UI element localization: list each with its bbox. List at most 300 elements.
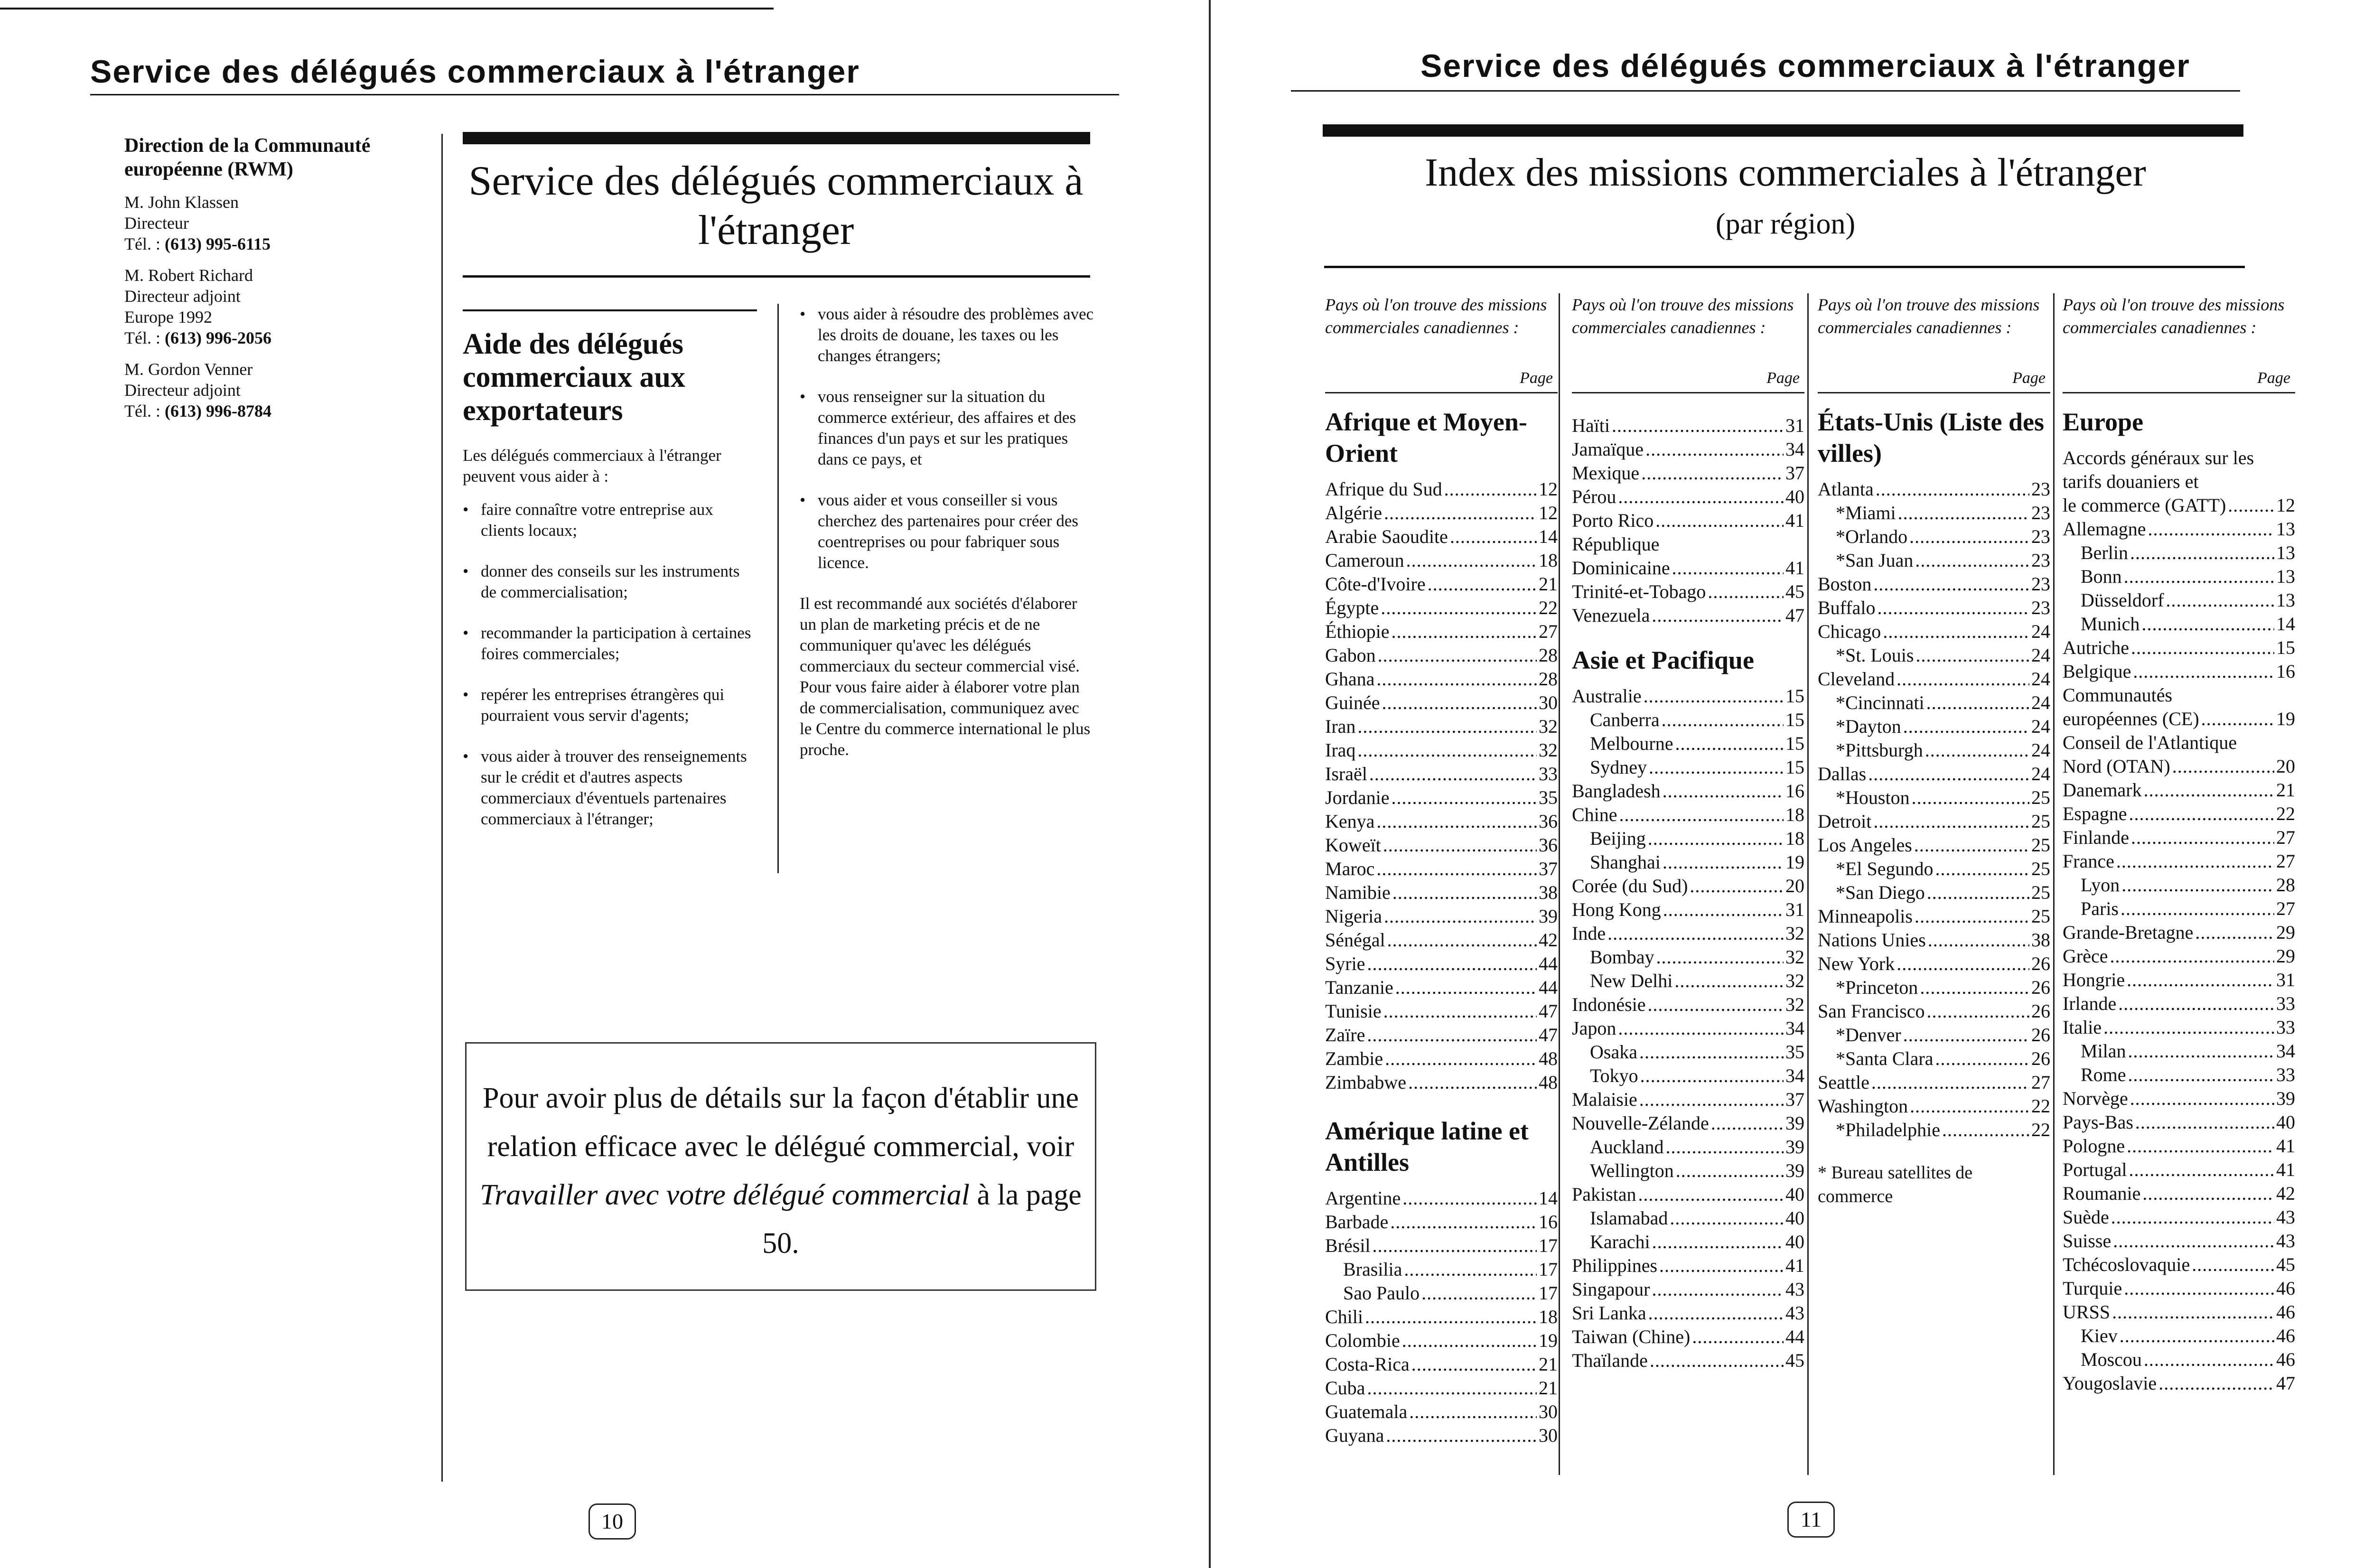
entry-name: Buffalo bbox=[1818, 597, 1876, 618]
index-entry bbox=[1572, 945, 1804, 969]
index-entry bbox=[1818, 738, 2050, 762]
entry-page: 25 bbox=[2031, 882, 2050, 903]
entry-page: 47 bbox=[1539, 1024, 1558, 1045]
dot-leader bbox=[1387, 928, 1537, 952]
list-item: • vous aider à résoudre des problèmes avec les droits de douane, les taxes ou les changes étrangers; bbox=[800, 304, 1094, 366]
dot-leader bbox=[1612, 414, 1784, 438]
recommendation-text: Il est recommandé aux sociétés d'élaborer un plan de marketing précis et de ne communiquer qu'avec les délégués commerciaux du secteur commercial visé. Pour vous faire aider à élaborer votre plan de commercialisation, communiquez avec le Centre du commerce international le plus proche. bbox=[800, 594, 1091, 759]
index-entry bbox=[2063, 921, 2295, 944]
entry-name: Kiev bbox=[2081, 1325, 2118, 1346]
dot-leader bbox=[2116, 849, 2274, 873]
index-entry bbox=[1325, 1281, 1558, 1305]
index-entry bbox=[1325, 857, 1558, 881]
entry-page: 46 bbox=[2276, 1301, 2295, 1323]
entry-name: Communautés bbox=[2063, 684, 2173, 706]
dot-leader bbox=[1444, 477, 1537, 501]
page-number: 10 bbox=[589, 1503, 636, 1540]
entry-page: 22 bbox=[2031, 1119, 2050, 1140]
entry-name: Tchécoslovaquie bbox=[2063, 1254, 2190, 1275]
dot-leader bbox=[2166, 588, 2274, 612]
entry-name: Bonn bbox=[2081, 566, 2122, 587]
entry-page: 23 bbox=[2031, 550, 2050, 571]
dot-leader bbox=[1376, 857, 1537, 881]
entry-page: 22 bbox=[1539, 597, 1558, 618]
entry-page: 28 bbox=[1539, 668, 1558, 690]
index-entry bbox=[1572, 485, 1804, 509]
entry-page: 30 bbox=[1539, 692, 1558, 713]
entry-name: *Miami bbox=[1836, 502, 1896, 523]
index-entry bbox=[2063, 992, 2295, 1016]
direction-title: Direction de la Communauté européenne (RWM) bbox=[124, 135, 371, 180]
index-entry bbox=[2063, 1063, 2295, 1087]
entry-name: Bombay bbox=[1590, 946, 1654, 968]
entry-page: 40 bbox=[2276, 1111, 2295, 1133]
index-entry bbox=[2063, 446, 2295, 494]
dot-leader bbox=[1652, 1230, 1784, 1254]
entry-page: 27 bbox=[2276, 850, 2295, 872]
entry-name: Nouvelle-Zélande bbox=[1572, 1112, 1709, 1134]
entry-page: 40 bbox=[1785, 486, 1804, 507]
index-entry bbox=[1325, 905, 1558, 928]
index-entry bbox=[2063, 802, 2295, 826]
entry-page: 24 bbox=[2031, 621, 2050, 642]
entry-name: Argentine bbox=[1325, 1187, 1401, 1209]
dot-leader bbox=[2195, 921, 2274, 944]
entry-name: Melbourne bbox=[1590, 733, 1673, 754]
entry-page: 26 bbox=[2031, 1000, 2050, 1022]
dot-leader bbox=[1903, 1023, 2029, 1047]
index-entry bbox=[1818, 1118, 2050, 1142]
index-entry bbox=[1572, 438, 1804, 461]
index-entry bbox=[1572, 969, 1804, 993]
dot-leader bbox=[1357, 715, 1537, 738]
dot-leader bbox=[1649, 756, 1784, 779]
dot-leader bbox=[1928, 928, 2029, 952]
entry-page: 14 bbox=[1539, 526, 1558, 547]
entry-page: 14 bbox=[2276, 613, 2295, 635]
entry-page: 46 bbox=[2276, 1349, 2295, 1370]
entry-name: Brasilia bbox=[1343, 1259, 1402, 1280]
entry-name: *Philadelphie bbox=[1836, 1119, 1940, 1140]
dot-leader bbox=[1645, 438, 1784, 461]
index-entry bbox=[1325, 928, 1558, 952]
dot-leader bbox=[1639, 1088, 1784, 1111]
dot-leader bbox=[2131, 636, 2274, 660]
entry-name: Égypte bbox=[1325, 597, 1379, 618]
page-label: Page bbox=[2012, 369, 2046, 387]
index-entry bbox=[2063, 944, 2295, 968]
title-bar bbox=[463, 132, 1090, 144]
dot-leader bbox=[1915, 644, 2029, 667]
entry-name: *San Diego bbox=[1836, 882, 1925, 903]
entry-page: 45 bbox=[2276, 1254, 2295, 1275]
entry-page: 43 bbox=[1785, 1302, 1804, 1324]
dot-leader bbox=[1648, 827, 1784, 850]
entry-list bbox=[1818, 477, 2050, 1142]
column-divider bbox=[441, 134, 443, 1482]
entry-name: Afrique du Sud bbox=[1325, 478, 1442, 500]
entry-name: Conseil de l'Atlantique bbox=[2063, 732, 2237, 753]
entry-page: 27 bbox=[2031, 1072, 2050, 1093]
entry-name: Suisse bbox=[2063, 1230, 2111, 1251]
entry-page: 33 bbox=[2276, 1017, 2295, 1038]
list-item: • faire connaître votre entreprise aux clients locaux; bbox=[463, 499, 757, 541]
entry-page: 41 bbox=[2276, 1135, 2295, 1157]
entry-name: Islamabad bbox=[1590, 1207, 1668, 1229]
entry-name: Porto Rico bbox=[1572, 510, 1654, 531]
index-entry bbox=[1818, 644, 2050, 667]
index-entry bbox=[1818, 881, 2050, 905]
entry-page: 24 bbox=[2031, 692, 2050, 713]
contact bbox=[124, 192, 428, 254]
entry-name: République bbox=[1572, 533, 1660, 555]
dot-leader bbox=[1618, 1017, 1784, 1040]
index-entry bbox=[2063, 517, 2295, 541]
entry-page: 32 bbox=[1785, 970, 1804, 991]
entry-page: 41 bbox=[1785, 1255, 1804, 1276]
entry-page: 24 bbox=[2031, 763, 2050, 784]
dot-leader bbox=[1607, 922, 1784, 945]
entry-page: 16 bbox=[2276, 661, 2295, 682]
entry-name: Seattle bbox=[1818, 1072, 1869, 1093]
entry-page: 35 bbox=[1785, 1041, 1804, 1063]
index-entry bbox=[1818, 477, 2050, 501]
dot-leader bbox=[1381, 596, 1537, 620]
index-entry bbox=[1572, 1183, 1804, 1206]
entry-page: 39 bbox=[1785, 1136, 1804, 1157]
entry-page: 29 bbox=[2276, 922, 2295, 943]
dot-leader bbox=[1382, 691, 1537, 715]
region-title: Asie et Pacifique bbox=[1572, 646, 1754, 674]
entry-page: 12 bbox=[1539, 478, 1558, 500]
entry-name: Japon bbox=[1572, 1017, 1616, 1039]
entry-name: Beijing bbox=[1590, 828, 1646, 849]
entry-name: Pérou bbox=[1572, 486, 1616, 507]
dot-leader bbox=[2201, 707, 2274, 731]
dot-leader bbox=[1383, 999, 1537, 1023]
dot-leader bbox=[1935, 857, 2029, 881]
index-entry bbox=[1325, 1071, 1558, 1094]
index-entry bbox=[2063, 565, 2295, 588]
dot-leader bbox=[1376, 667, 1537, 691]
entry-name: Guinée bbox=[1325, 692, 1380, 713]
entry-name: Italie bbox=[2063, 1017, 2102, 1038]
entry-name: Singapour bbox=[1572, 1279, 1650, 1300]
dot-leader bbox=[2142, 1182, 2274, 1205]
entry-page: 32 bbox=[1539, 716, 1558, 737]
index-entry bbox=[1572, 604, 1804, 627]
entry-name: Roumanie bbox=[2063, 1183, 2141, 1204]
entry-page: 18 bbox=[1785, 828, 1804, 849]
index-entry bbox=[1572, 1325, 1804, 1349]
entry-name: Yougoslavie bbox=[2063, 1372, 2157, 1394]
column-divider bbox=[1807, 293, 1809, 1475]
index-entry bbox=[1325, 549, 1558, 572]
dot-leader bbox=[1927, 881, 2029, 905]
entry-name: Wellington bbox=[1590, 1160, 1674, 1181]
index-subtitle: (par région) bbox=[1715, 208, 1856, 240]
index-entry bbox=[2063, 1182, 2295, 1205]
entry-name: Chili bbox=[1325, 1306, 1364, 1327]
index-entry bbox=[1325, 1047, 1558, 1071]
dot-leader bbox=[2141, 612, 2274, 636]
dot-leader bbox=[1670, 1206, 1784, 1230]
entry-page: 42 bbox=[2276, 1183, 2295, 1204]
entry-name: Los Angeles bbox=[1818, 834, 1912, 856]
dot-leader bbox=[1648, 993, 1784, 1017]
entry-name: Suède bbox=[2063, 1206, 2109, 1228]
index-entry bbox=[1818, 833, 2050, 857]
index-entry bbox=[2063, 1134, 2295, 1158]
index-entry bbox=[2063, 1372, 2295, 1395]
list-item: • vous renseigner sur la situation du commerce extérieur, des affaires et des finances d'un pays et sur les pratiques dans ce pays, et bbox=[800, 386, 1094, 470]
entry-name: Nigeria bbox=[1325, 905, 1382, 927]
entry-page: 20 bbox=[1785, 875, 1804, 896]
dot-leader bbox=[2148, 517, 2275, 541]
dot-leader bbox=[1406, 549, 1537, 572]
entry-name: *Denver bbox=[1836, 1024, 1901, 1045]
index-entry bbox=[1818, 976, 2050, 999]
contact-block bbox=[124, 134, 428, 432]
entry-name: Tanzanie bbox=[1325, 977, 1393, 998]
entry-name: Lyon bbox=[2081, 874, 2120, 896]
index-entry bbox=[1572, 827, 1804, 850]
list-item: • repérer les entreprises étrangères qui pourraient vous servir d'agents; bbox=[463, 684, 757, 726]
dot-leader bbox=[2103, 1016, 2274, 1039]
dot-leader bbox=[1883, 620, 2029, 644]
entry-page: 45 bbox=[1785, 581, 1804, 602]
entry-name: Nord (OTAN) bbox=[2063, 756, 2170, 777]
dot-leader bbox=[1915, 549, 2029, 572]
entry-name: Hong Kong bbox=[1572, 899, 1661, 920]
dot-leader bbox=[1672, 556, 1784, 580]
entry-page: 19 bbox=[1785, 851, 1804, 873]
dot-leader bbox=[1877, 596, 2029, 620]
index-entry bbox=[1572, 1040, 1804, 1064]
dot-leader bbox=[1450, 525, 1537, 549]
entry-page: 37 bbox=[1539, 858, 1558, 879]
dot-leader bbox=[2192, 1253, 2274, 1277]
index-entry bbox=[1325, 999, 1558, 1023]
index-entry bbox=[1325, 525, 1558, 549]
entry-name: Cleveland bbox=[1818, 668, 1895, 690]
page-number: 11 bbox=[1787, 1502, 1835, 1538]
region-title: Europe bbox=[2063, 408, 2144, 436]
index-column-1 bbox=[1325, 293, 1558, 1447]
entry-page: 24 bbox=[2031, 739, 2050, 761]
entry-name: Costa-Rica bbox=[1325, 1353, 1410, 1375]
dot-leader bbox=[1662, 708, 1784, 732]
dot-leader bbox=[2144, 778, 2274, 802]
dot-leader bbox=[1903, 715, 2029, 738]
region-title: Amérique latine et Antilles bbox=[1325, 1117, 1529, 1176]
entry-name: Cameroun bbox=[1325, 550, 1404, 571]
index-entry bbox=[1818, 501, 2050, 525]
entry-page: 48 bbox=[1539, 1072, 1558, 1093]
index-entry bbox=[2063, 494, 2295, 517]
index-entry bbox=[2063, 1253, 2295, 1277]
index-entry bbox=[1818, 1047, 2050, 1071]
index-entry bbox=[1325, 1210, 1558, 1234]
dot-leader bbox=[2121, 897, 2274, 921]
dot-leader bbox=[1384, 501, 1537, 525]
index-entry bbox=[2063, 588, 2295, 612]
index-entry bbox=[1572, 461, 1804, 485]
dot-leader bbox=[2133, 660, 2274, 683]
entry-page: 40 bbox=[1785, 1231, 1804, 1252]
index-entry bbox=[1325, 881, 1558, 905]
index-entry bbox=[1572, 850, 1804, 874]
entry-name: Hongrie bbox=[2063, 969, 2125, 990]
column-header: Pays où l'on trouve des missions commerciales canadiennes : Page bbox=[1818, 293, 2050, 393]
entry-name: Indonésie bbox=[1572, 994, 1646, 1015]
entry-page: 34 bbox=[1785, 1017, 1804, 1039]
entry-page: 25 bbox=[2031, 858, 2050, 879]
dot-leader bbox=[2158, 1372, 2274, 1395]
index-entry bbox=[1572, 1301, 1804, 1325]
contact-tel: Tél. : (613) 996-8784 bbox=[124, 401, 271, 420]
head-rule bbox=[1291, 90, 2240, 92]
entry-page: 18 bbox=[1539, 550, 1558, 571]
index-entry bbox=[1818, 691, 2050, 715]
entry-page: 17 bbox=[1539, 1282, 1558, 1304]
index-entry bbox=[1572, 779, 1804, 803]
entry-name: Sao Paulo bbox=[1343, 1282, 1420, 1304]
entry-page: 15 bbox=[1785, 709, 1804, 730]
entry-name: Norvège bbox=[2063, 1088, 2128, 1109]
entry-page: 33 bbox=[1539, 763, 1558, 784]
entry-page: 23 bbox=[2031, 597, 2050, 618]
dot-leader bbox=[2127, 968, 2274, 992]
dot-leader bbox=[2118, 992, 2274, 1016]
entry-page: 24 bbox=[2031, 668, 2050, 690]
index-entry bbox=[1325, 1258, 1558, 1281]
index-entry bbox=[1325, 833, 1558, 857]
index-entry bbox=[1325, 644, 1558, 667]
index-entry bbox=[1572, 874, 1804, 898]
entry-name: Haïti bbox=[1572, 415, 1610, 436]
entry-page: 16 bbox=[1539, 1211, 1558, 1232]
entry-page: 41 bbox=[1785, 510, 1804, 531]
index-entry bbox=[2063, 660, 2295, 683]
entry-page: 25 bbox=[2031, 811, 2050, 832]
dot-leader bbox=[2113, 1229, 2274, 1253]
entry-page: 33 bbox=[2276, 993, 2295, 1014]
index-entry bbox=[1818, 525, 2050, 549]
index-entry bbox=[1572, 556, 1804, 580]
region-title: Afrique et Moyen-Orient bbox=[1325, 408, 1527, 467]
index-entry bbox=[1325, 1329, 1558, 1353]
entry-page: 19 bbox=[1539, 1330, 1558, 1351]
entry-name: *Houston bbox=[1836, 787, 1910, 808]
bullet-list bbox=[463, 499, 757, 830]
contact bbox=[124, 265, 428, 348]
dot-leader bbox=[1909, 525, 2029, 549]
dot-leader bbox=[1409, 1400, 1537, 1424]
index-entry bbox=[1572, 1088, 1804, 1111]
entry-list bbox=[2063, 446, 2295, 1395]
entry-page: 42 bbox=[1539, 929, 1558, 951]
dot-leader bbox=[2124, 565, 2274, 588]
index-entry bbox=[1325, 786, 1558, 810]
entry-name: Accords généraux sur les tarifs douaniers et bbox=[2063, 447, 2254, 492]
contact-tel: Tél. : (613) 996-2056 bbox=[124, 328, 271, 347]
dot-leader bbox=[1711, 1111, 1784, 1135]
dot-leader bbox=[1618, 485, 1784, 509]
intro-text: Les délégués commerciaux à l'étranger peuvent vous aider à : bbox=[463, 446, 721, 485]
page-label: Page bbox=[2257, 369, 2290, 387]
entry-page: 20 bbox=[2276, 756, 2295, 777]
dot-leader bbox=[1663, 898, 1784, 922]
index-entry bbox=[2063, 1039, 2295, 1063]
index-entry bbox=[2063, 1016, 2295, 1039]
column-divider bbox=[2053, 293, 2055, 1475]
entry-page: 32 bbox=[1785, 994, 1804, 1015]
dot-leader bbox=[1666, 1135, 1784, 1159]
entry-page: 25 bbox=[2031, 905, 2050, 927]
index-entry bbox=[1572, 1017, 1804, 1040]
running-head: Service des délégués commerciaux à l'étranger bbox=[1420, 48, 2190, 84]
entry-page: 46 bbox=[2276, 1278, 2295, 1299]
index-entry bbox=[1325, 1400, 1558, 1424]
entry-name: New York bbox=[1818, 953, 1895, 974]
entry-page: 25 bbox=[2031, 834, 2050, 856]
entry-page: 38 bbox=[1539, 882, 1558, 903]
dot-leader bbox=[1871, 1071, 2029, 1094]
index-entry bbox=[1325, 620, 1558, 644]
index-entry bbox=[1818, 596, 2050, 620]
dot-leader bbox=[1873, 572, 2029, 596]
dot-leader bbox=[1652, 1278, 1784, 1301]
entry-name: Namibie bbox=[1325, 882, 1391, 903]
entry-name: Sydney bbox=[1590, 756, 1647, 778]
entry-name: Corée (du Sud) bbox=[1572, 875, 1688, 896]
entry-page: 32 bbox=[1539, 739, 1558, 761]
index-entry bbox=[1572, 1349, 1804, 1372]
dot-leader bbox=[2135, 1111, 2274, 1134]
entry-name: Sri Lanka bbox=[1572, 1302, 1646, 1324]
index-entry bbox=[2063, 1158, 2295, 1182]
entry-page: 36 bbox=[1539, 834, 1558, 856]
dot-leader bbox=[1390, 1210, 1537, 1234]
entry-name: *Cincinnati bbox=[1836, 692, 1925, 713]
index-entry bbox=[1572, 1159, 1804, 1183]
head-rule bbox=[90, 94, 1119, 95]
list-item: • vous aider et vous conseiller si vous cherchez des partenaires pour créer des coentreprises ou pour fabriquer sous licence. bbox=[800, 490, 1094, 573]
entry-page: 27 bbox=[2276, 827, 2295, 848]
index-entry bbox=[1818, 999, 2050, 1023]
dot-leader bbox=[2128, 1063, 2274, 1087]
index-entry bbox=[1572, 1278, 1804, 1301]
entry-name: Zimbabwe bbox=[1325, 1072, 1407, 1093]
entry-page: 21 bbox=[2276, 779, 2295, 801]
entry-page: 46 bbox=[2276, 1325, 2295, 1346]
entry-page: 15 bbox=[2276, 637, 2295, 658]
dot-leader bbox=[1373, 1234, 1537, 1258]
entry-name: Côte-d'Ivoire bbox=[1325, 573, 1426, 595]
entry-name: Nations Unies bbox=[1818, 929, 1926, 951]
dot-leader bbox=[2129, 802, 2274, 826]
entry-page: 15 bbox=[1785, 733, 1804, 754]
index-entry bbox=[1572, 1230, 1804, 1254]
index-column-4 bbox=[2063, 293, 2295, 1395]
entry-page: 31 bbox=[1785, 899, 1804, 920]
index-entry bbox=[1325, 715, 1558, 738]
index-entry bbox=[1325, 738, 1558, 762]
dot-leader bbox=[2130, 541, 2274, 565]
dot-leader bbox=[1365, 1305, 1537, 1329]
dot-leader bbox=[1650, 1349, 1784, 1372]
